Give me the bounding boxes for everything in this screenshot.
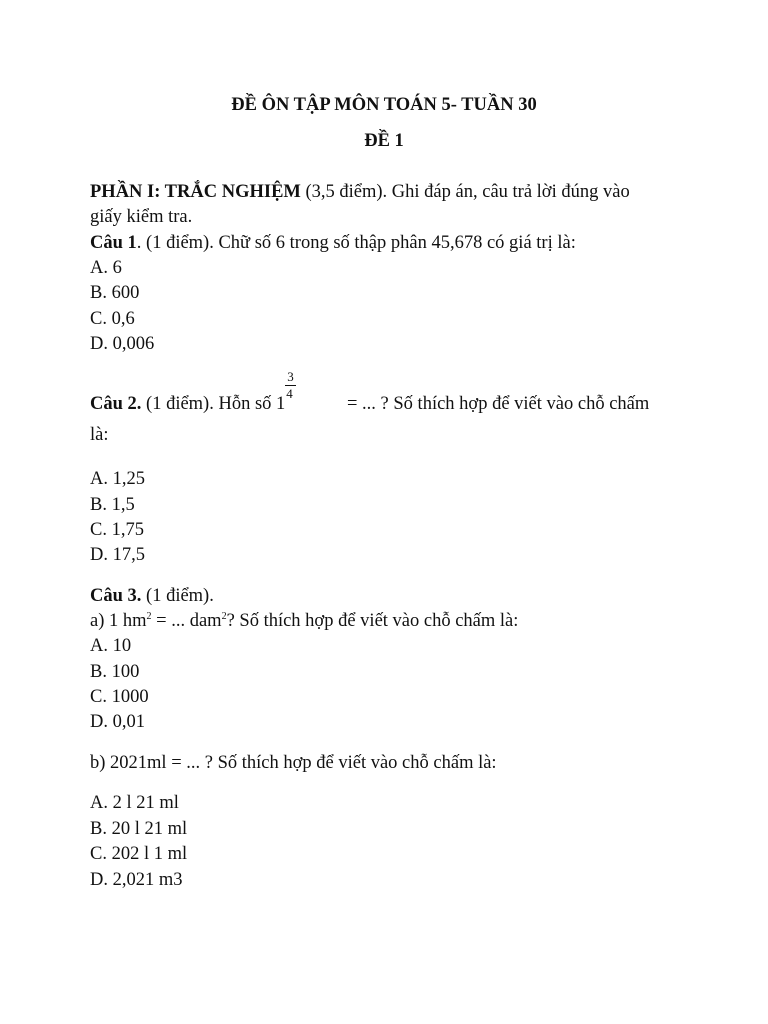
mixed-number-fraction — [285, 369, 301, 415]
question-2-option-a: A. 1,25 — [90, 469, 145, 489]
question-2-label: Câu 2. — [90, 394, 142, 414]
question-1-option-b: B. 600 — [90, 283, 140, 303]
question-1-option-d: D. 0,006 — [90, 334, 155, 354]
question-3a-text-3: ? Số thích hợp để viết vào chỗ chấm là: — [226, 611, 519, 631]
superscript-2: 2 — [146, 611, 152, 622]
question-1-option-c: C. 0,6 — [90, 309, 135, 329]
question-3b-option-d: D. 2,021 m3 — [90, 870, 183, 890]
question-2-text: (1 điểm). Hỗn số 1 — [141, 394, 286, 414]
part1-intro — [90, 181, 630, 203]
question-2-option-d: D. 17,5 — [90, 545, 145, 565]
question-2 — [90, 369, 301, 415]
question-3-label: Câu 3. — [90, 586, 142, 606]
question-3a-text-1: a) 1 hm — [90, 611, 147, 631]
question-3b-option-b: B. 20 l 21 ml — [90, 819, 188, 839]
question-3a-option-c: C. 1000 — [90, 687, 149, 707]
question-3-points: (1 điểm). — [141, 586, 214, 606]
fraction-denominator: 4 — [286, 386, 293, 401]
part1-heading: PHẦN I: TRẮC NGHIỆM — [90, 182, 301, 202]
question-1-option-a: A. 6 — [90, 258, 122, 278]
superscript-2: 2 — [221, 611, 227, 622]
question-3b: b) 2021ml = ... ? Số thích hợp để viết vào chỗ chấm là: — [90, 753, 497, 773]
question-3a — [90, 610, 518, 632]
question-3a-option-a: A. 10 — [90, 636, 132, 656]
question-3 — [90, 585, 214, 607]
fraction-numerator: 3 — [287, 369, 294, 384]
question-2-text-after: = ... ? Số thích hợp để viết vào chỗ chấm — [347, 394, 650, 414]
part1-instruction-line2: giấy kiểm tra. — [90, 207, 193, 227]
question-3a-option-b: B. 100 — [90, 662, 140, 682]
question-3b-option-a: A. 2 l 21 ml — [90, 793, 179, 813]
question-1-text: . (1 điểm). Chữ số 6 trong số thập phân 45,678 có giá trị là: — [136, 233, 576, 253]
question-2-option-c: C. 1,75 — [90, 520, 144, 540]
question-2-text-line2: là: — [90, 425, 109, 445]
page-subtitle: ĐỀ 1 — [364, 131, 404, 151]
question-3a-text-2: = ... dam — [151, 611, 222, 631]
question-3a-option-d: D. 0,01 — [90, 712, 145, 732]
question-2-option-b: B. 1,5 — [90, 495, 135, 515]
page-title: ĐỀ ÔN TẬP MÔN TOÁN 5- TUẦN 30 — [231, 95, 537, 115]
question-3b-option-c: C. 202 l 1 ml — [90, 844, 188, 864]
question-1-label: Câu 1 — [90, 233, 137, 253]
part1-instruction: (3,5 điểm). Ghi đáp án, câu trả lời đúng vào — [300, 182, 630, 202]
question-1 — [90, 232, 576, 254]
